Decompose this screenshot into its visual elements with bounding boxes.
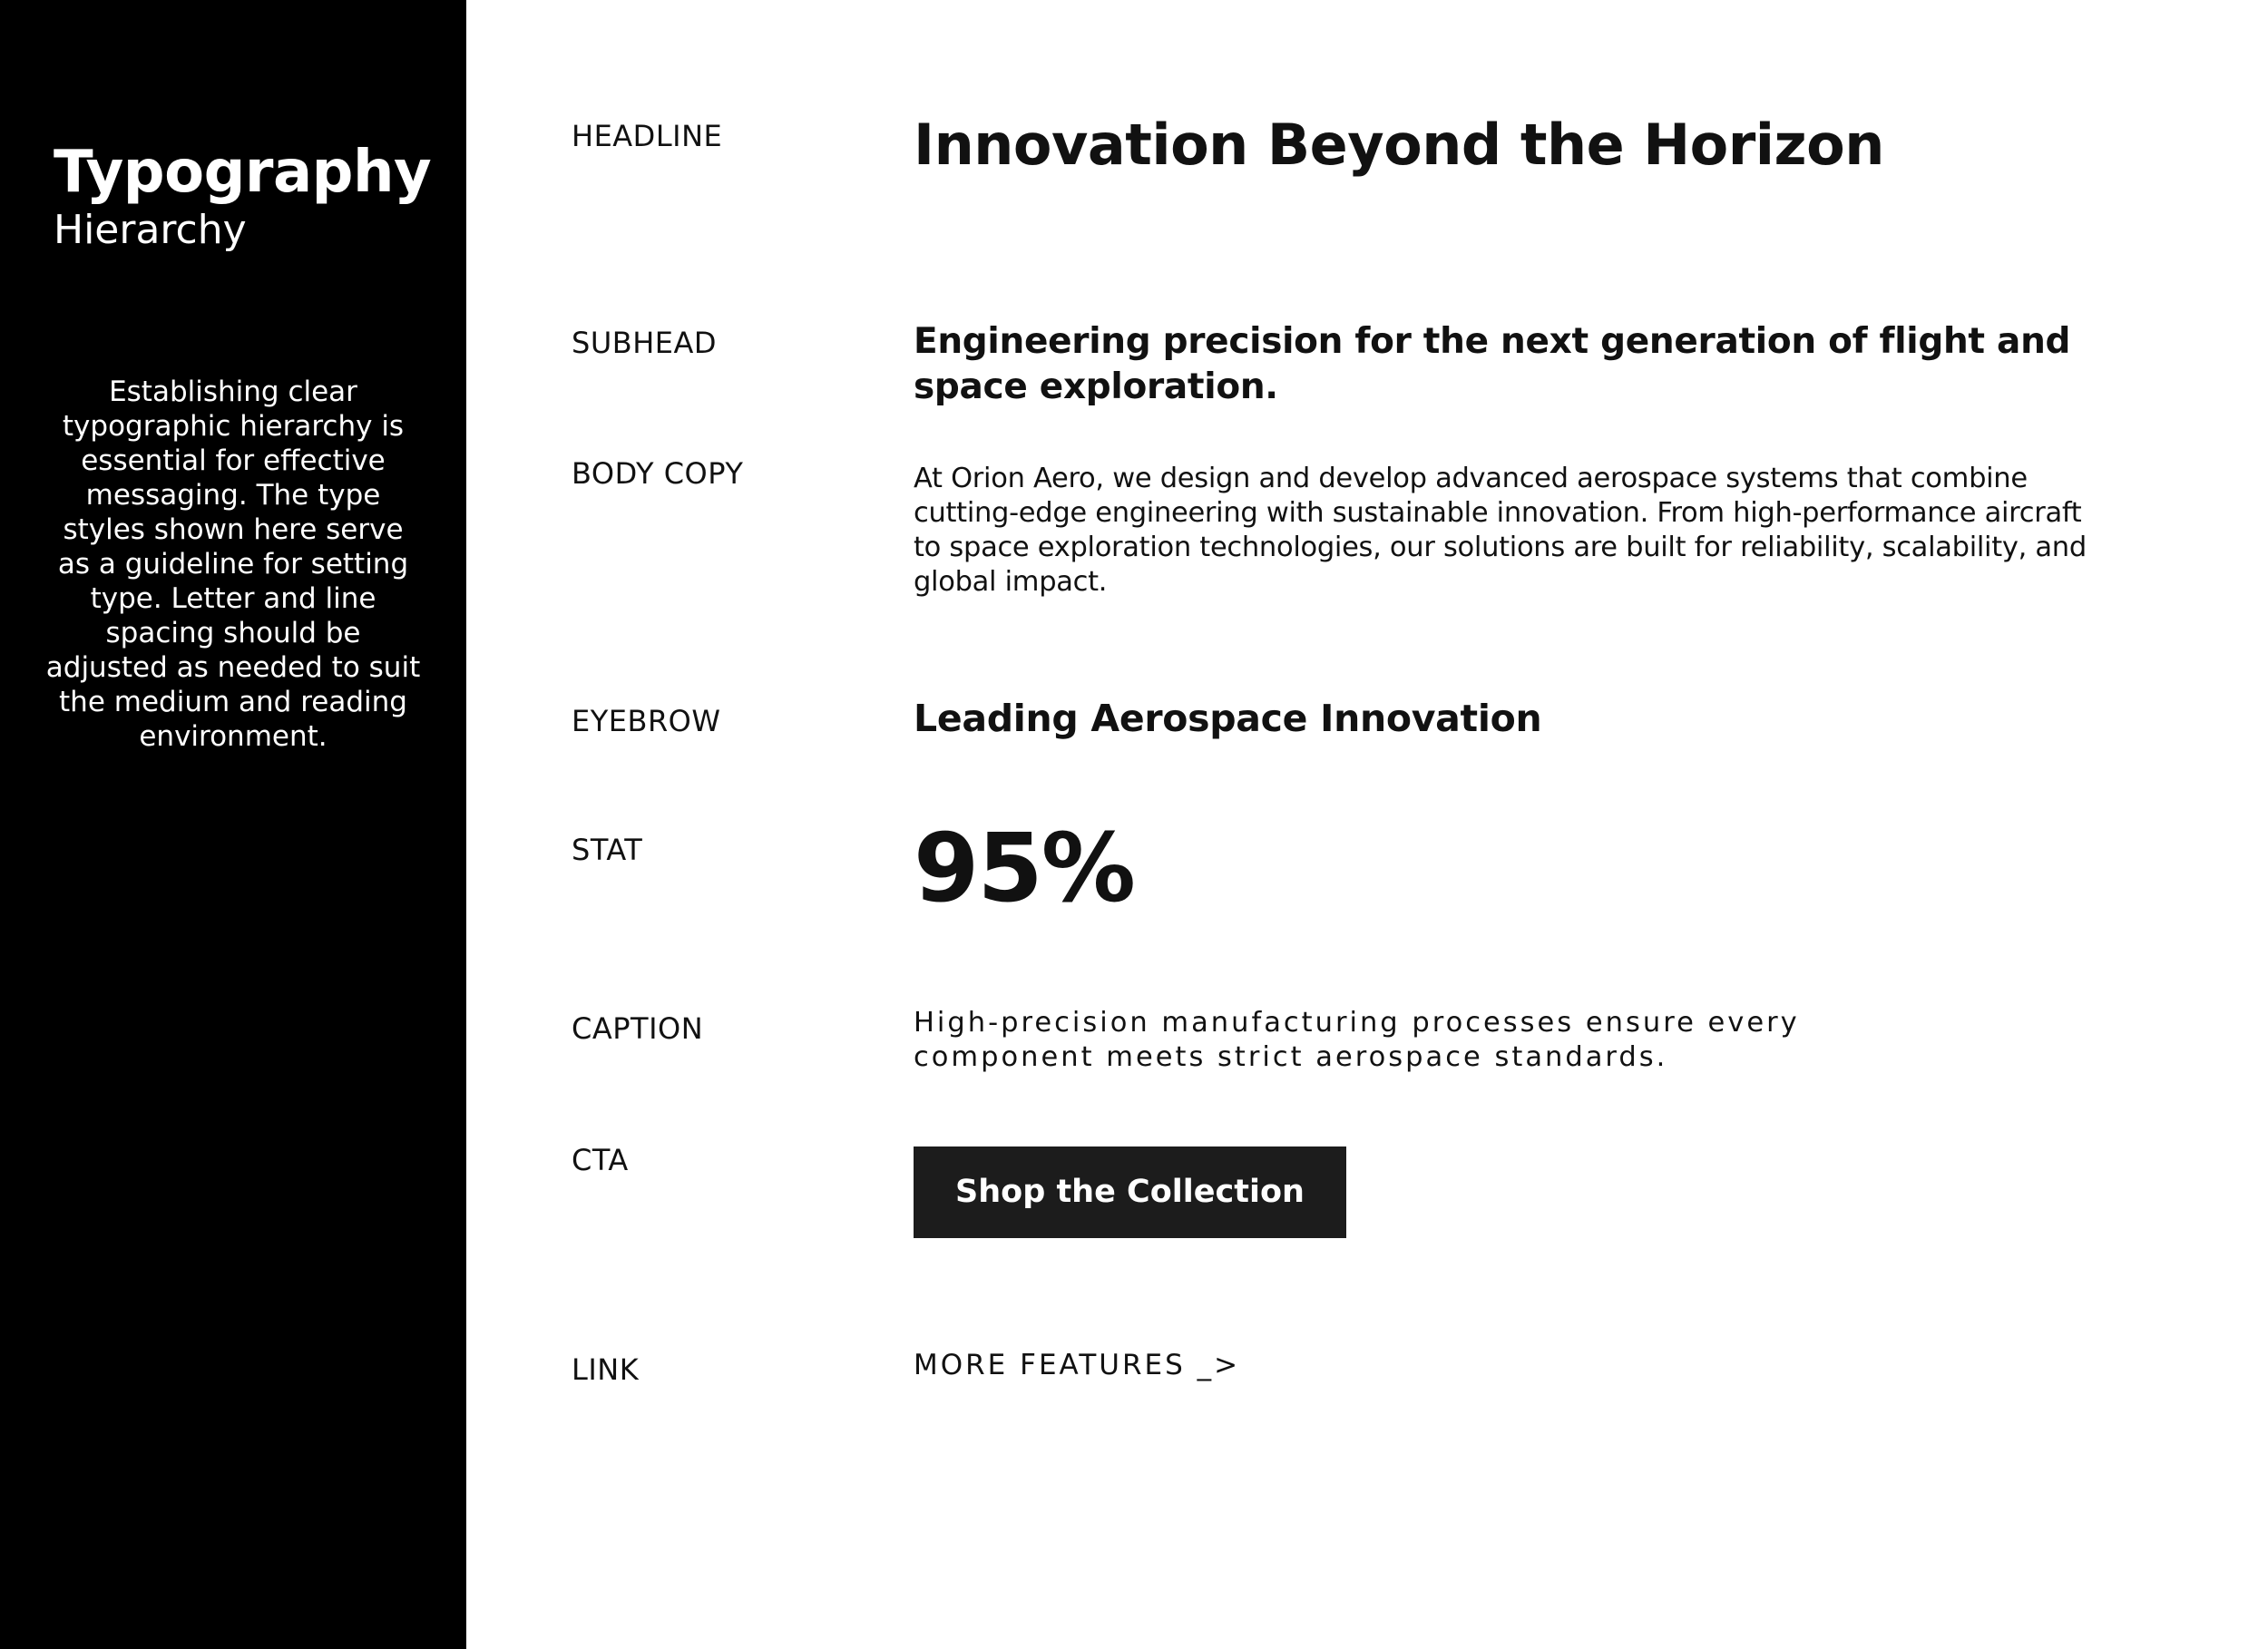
sidebar-subtitle: Hierarchy bbox=[54, 207, 247, 253]
headline-sample: Innovation Beyond the Horizon bbox=[914, 112, 1884, 178]
subhead-label: SUBHEAD bbox=[572, 326, 717, 360]
sidebar-title: Typography bbox=[54, 139, 432, 206]
body-copy-label: BODY COPY bbox=[572, 456, 744, 491]
cta-label: CTA bbox=[572, 1143, 629, 1177]
caption-label: CAPTION bbox=[572, 1011, 704, 1046]
more-features-link[interactable]: MORE FEATURES _> bbox=[914, 1349, 1241, 1381]
eyebrow-sample: Leading Aerospace Innovation bbox=[914, 697, 1542, 740]
shop-the-collection-button[interactable]: Shop the Collection bbox=[914, 1146, 1346, 1238]
stat-label: STAT bbox=[572, 833, 643, 867]
sidebar-description: Establishing clear typographic hierarchy is essential for effective messaging. The type styles shown here serve as a guideline for setting type. Letter and line spacing should be adjusted as needed to suit the medium and reading environment. bbox=[45, 376, 421, 753]
body-copy-sample: At Orion Aero, we design and develop advanced aerospace systems that combine cutting-edge engineering with sustainable innovation. From high-performance aircraft to space exploration technologies, our solutions are built for reliability, scalability, and global impact. bbox=[914, 463, 2087, 598]
link-label: LINK bbox=[572, 1352, 640, 1387]
eyebrow-label: EYEBROW bbox=[572, 704, 721, 738]
headline-label: HEADLINE bbox=[572, 119, 723, 153]
subhead-sample: Engineering precision for the next generation of flight and space exploration. bbox=[914, 321, 2071, 407]
caption-sample: High-precision manufacturing processes ensure every component meets strict aerospace standards. bbox=[914, 1007, 1800, 1073]
stat-sample: 95% bbox=[914, 813, 1134, 923]
sidebar bbox=[0, 0, 466, 1649]
